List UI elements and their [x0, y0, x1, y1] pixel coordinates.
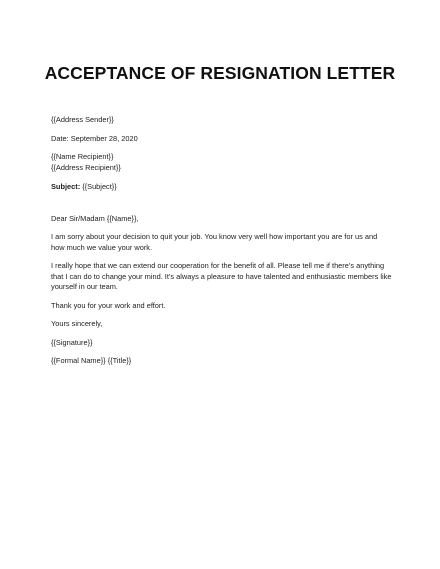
subject-value: {{Subject}}	[80, 182, 117, 191]
paragraph-1-line: I am sorry about your decision to quit your job. You know very well how important you are for us and	[51, 232, 378, 241]
thanks-line: Thank you for your work and effort.	[51, 300, 166, 310]
paragraph-2	[51, 261, 392, 293]
address-sender: {{Address Sender}}	[51, 115, 114, 124]
letter-body	[51, 115, 392, 367]
address-recipient: {{Address Recipient}}	[51, 162, 121, 172]
salutation: Dear Sir/Madam {{Name}},	[51, 213, 139, 223]
subject-label: Subject:	[51, 182, 81, 191]
paragraph-2-line: that I can do to change your mind. It’s always a pleasure to have talented and enthusiastic members like	[51, 271, 392, 281]
paragraph-1	[51, 232, 386, 253]
letter-title: ACCEPTANCE OF RESIGNATION LETTER	[44, 63, 396, 83]
paragraph-2-line: yourself in our team.	[51, 282, 118, 291]
signature-placeholder: {{Signature}}	[51, 337, 93, 347]
closing-line: Yours sincerely,	[51, 319, 103, 328]
paragraph-2-line: I really hope that we can extend our cooperation for the benefit of all. Please tell me if there’s anything	[51, 261, 385, 270]
letter-date: Date: September 28, 2020	[51, 133, 138, 143]
subject-line	[51, 182, 386, 193]
name-recipient: {{Name Recipient}}	[51, 152, 114, 161]
formal-name-title: {{Formal Name}} {{Title}}	[51, 356, 132, 365]
paragraph-1-line: how much we value your work.	[51, 242, 153, 252]
